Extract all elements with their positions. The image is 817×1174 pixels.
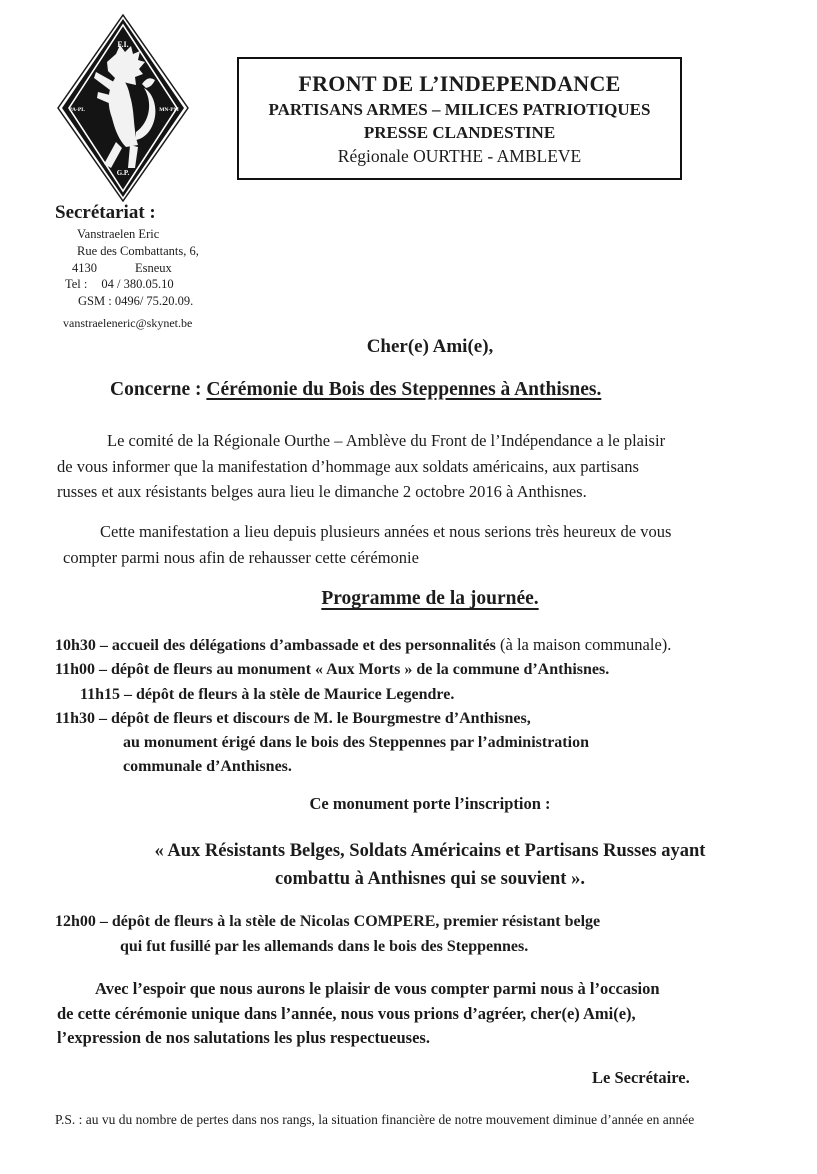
paragraph-line: l’expression de nos salutations les plus respectueuses. <box>57 1028 430 1048</box>
secretariat-block <box>55 201 199 332</box>
organization-subtitle-2: PRESSE CLANDESTINE <box>363 122 556 142</box>
paragraph-line: Le comité de la Régionale Ourthe – Amblève du Front de l’Indépendance a le plaisir <box>107 431 666 450</box>
programme-list <box>55 633 795 780</box>
secretariat-heading: Secrétariat : <box>55 202 156 223</box>
paragraph-line: de vous informer que la manifestation d’hommage aux soldats américains, aux partisans <box>57 456 639 476</box>
inscription-intro: Ce monument porte l’inscription : <box>309 794 551 813</box>
secretariat-city-line <box>55 260 199 277</box>
paragraph-line: Cette manifestation a lieu depuis plusieurs années et nous serions très heureux de vous <box>100 522 672 541</box>
organization-title: FRONT DE L’INDEPENDANCE <box>298 70 621 96</box>
paragraph-line: Avec l’espoir que nous aurons le plaisir de vous compter parmi nous à l’occasion <box>95 979 660 998</box>
programme-heading-text: Programme de la journée. <box>321 588 539 609</box>
programme-item-text: 12h00 – dépôt de fleurs à la stèle de Nicolas COMPERE, premier résistant belge <box>55 913 601 930</box>
programme-heading <box>57 588 803 610</box>
paragraph-line: de cette cérémonie unique dans l’année, nous vous prions d’agréer, cher(e) Ami(e), <box>57 1003 636 1023</box>
programme-item-continuation <box>55 755 795 779</box>
programme-item <box>55 633 795 658</box>
paragraph-line: russes et aux résistants belges aura lieu le dimanche 2 octobre 2016 à Anthisnes. <box>57 482 587 501</box>
closing-paragraph <box>57 977 797 1051</box>
programme-item-text: 10h30 – accueil des délégations d’ambassade et des personnalités <box>55 637 496 654</box>
intro-paragraph-1 <box>57 428 757 505</box>
paragraph-line: compter parmi nous afin de rehausser cette cérémonie <box>63 547 419 567</box>
programme-item-text: au monument érigé dans le bois des Steppennes par l’administration <box>123 734 589 752</box>
subject-label: Concerne : <box>110 379 207 400</box>
fi-emblem-logo <box>56 14 190 202</box>
secretariat-gsm-line: GSM : 0496/ 75.20.09. <box>78 294 194 309</box>
letterhead-box <box>237 57 682 180</box>
intro-paragraph-2 <box>57 519 757 570</box>
logo-label-top: F.I. <box>117 40 129 49</box>
fi-diamond-lion-icon <box>56 14 190 202</box>
salutation: Cher(e) Ami(e), <box>366 336 494 357</box>
city: Esneux <box>135 260 172 275</box>
programme-item-text: 11h30 – dépôt de fleurs et discours de M. le Bourgmestre d’Anthisnes, <box>55 709 531 727</box>
logo-label-left: PA-PL <box>69 107 85 113</box>
programme-item <box>55 683 795 707</box>
subject-line <box>110 379 601 401</box>
post-scriptum: P.S. : au vu du nombre de pertes dans nos rangs, la situation financière de notre mouvement diminue d’année en année <box>55 1112 695 1127</box>
logo-label-right: MN-PM <box>159 107 179 113</box>
programme-item <box>55 707 795 731</box>
subject-value: Cérémonie du Bois des Steppennes à Anthisnes. <box>206 379 602 400</box>
programme-item-text: communale d’Anthisnes. <box>123 758 292 776</box>
programme-item-text: 11h00 – dépôt de fleurs au monument « Aux Morts » de la commune d’Anthisnes. <box>55 661 610 679</box>
tel-number: 04 / 380.05.10 <box>101 277 174 292</box>
programme-item-note: (à la maison communale). <box>495 635 672 654</box>
tel-label: Tel : <box>65 277 88 292</box>
secretariat-name: Vanstraelen Eric <box>77 227 160 241</box>
secretariat-email: vanstraeleneric@skynet.be <box>63 315 193 330</box>
secretariat-tel-line <box>55 276 199 293</box>
monument-inscription-quote <box>57 838 803 893</box>
organization-subtitle-1: PARTISANS ARMES – MILICES PATRIOTIQUES <box>268 99 651 119</box>
postal-code: 4130 <box>72 260 97 275</box>
signature: Le Secrétaire. <box>592 1068 690 1087</box>
secretariat-street: Rue des Combattants, 6, <box>77 243 199 258</box>
quote-line: « Aux Résistants Belges, Soldats Américains et Partisans Russes ayant <box>154 841 706 861</box>
programme-item <box>55 658 795 682</box>
programme-item-continuation <box>55 731 795 755</box>
organization-regional: Régionale OURTHE - AMBLEVE <box>337 145 582 166</box>
logo-label-bottom: G.P. <box>116 169 130 177</box>
programme-item-text: 11h15 – dépôt de fleurs à la stèle de Maurice Legendre. <box>80 685 455 703</box>
quote-line: combattu à Anthisnes qui se souvient ». <box>275 868 585 889</box>
programme-item-12h00 <box>55 910 795 959</box>
programme-item-continuation: qui fut fusillé par les allemands dans le bois des Steppennes. <box>120 937 529 955</box>
